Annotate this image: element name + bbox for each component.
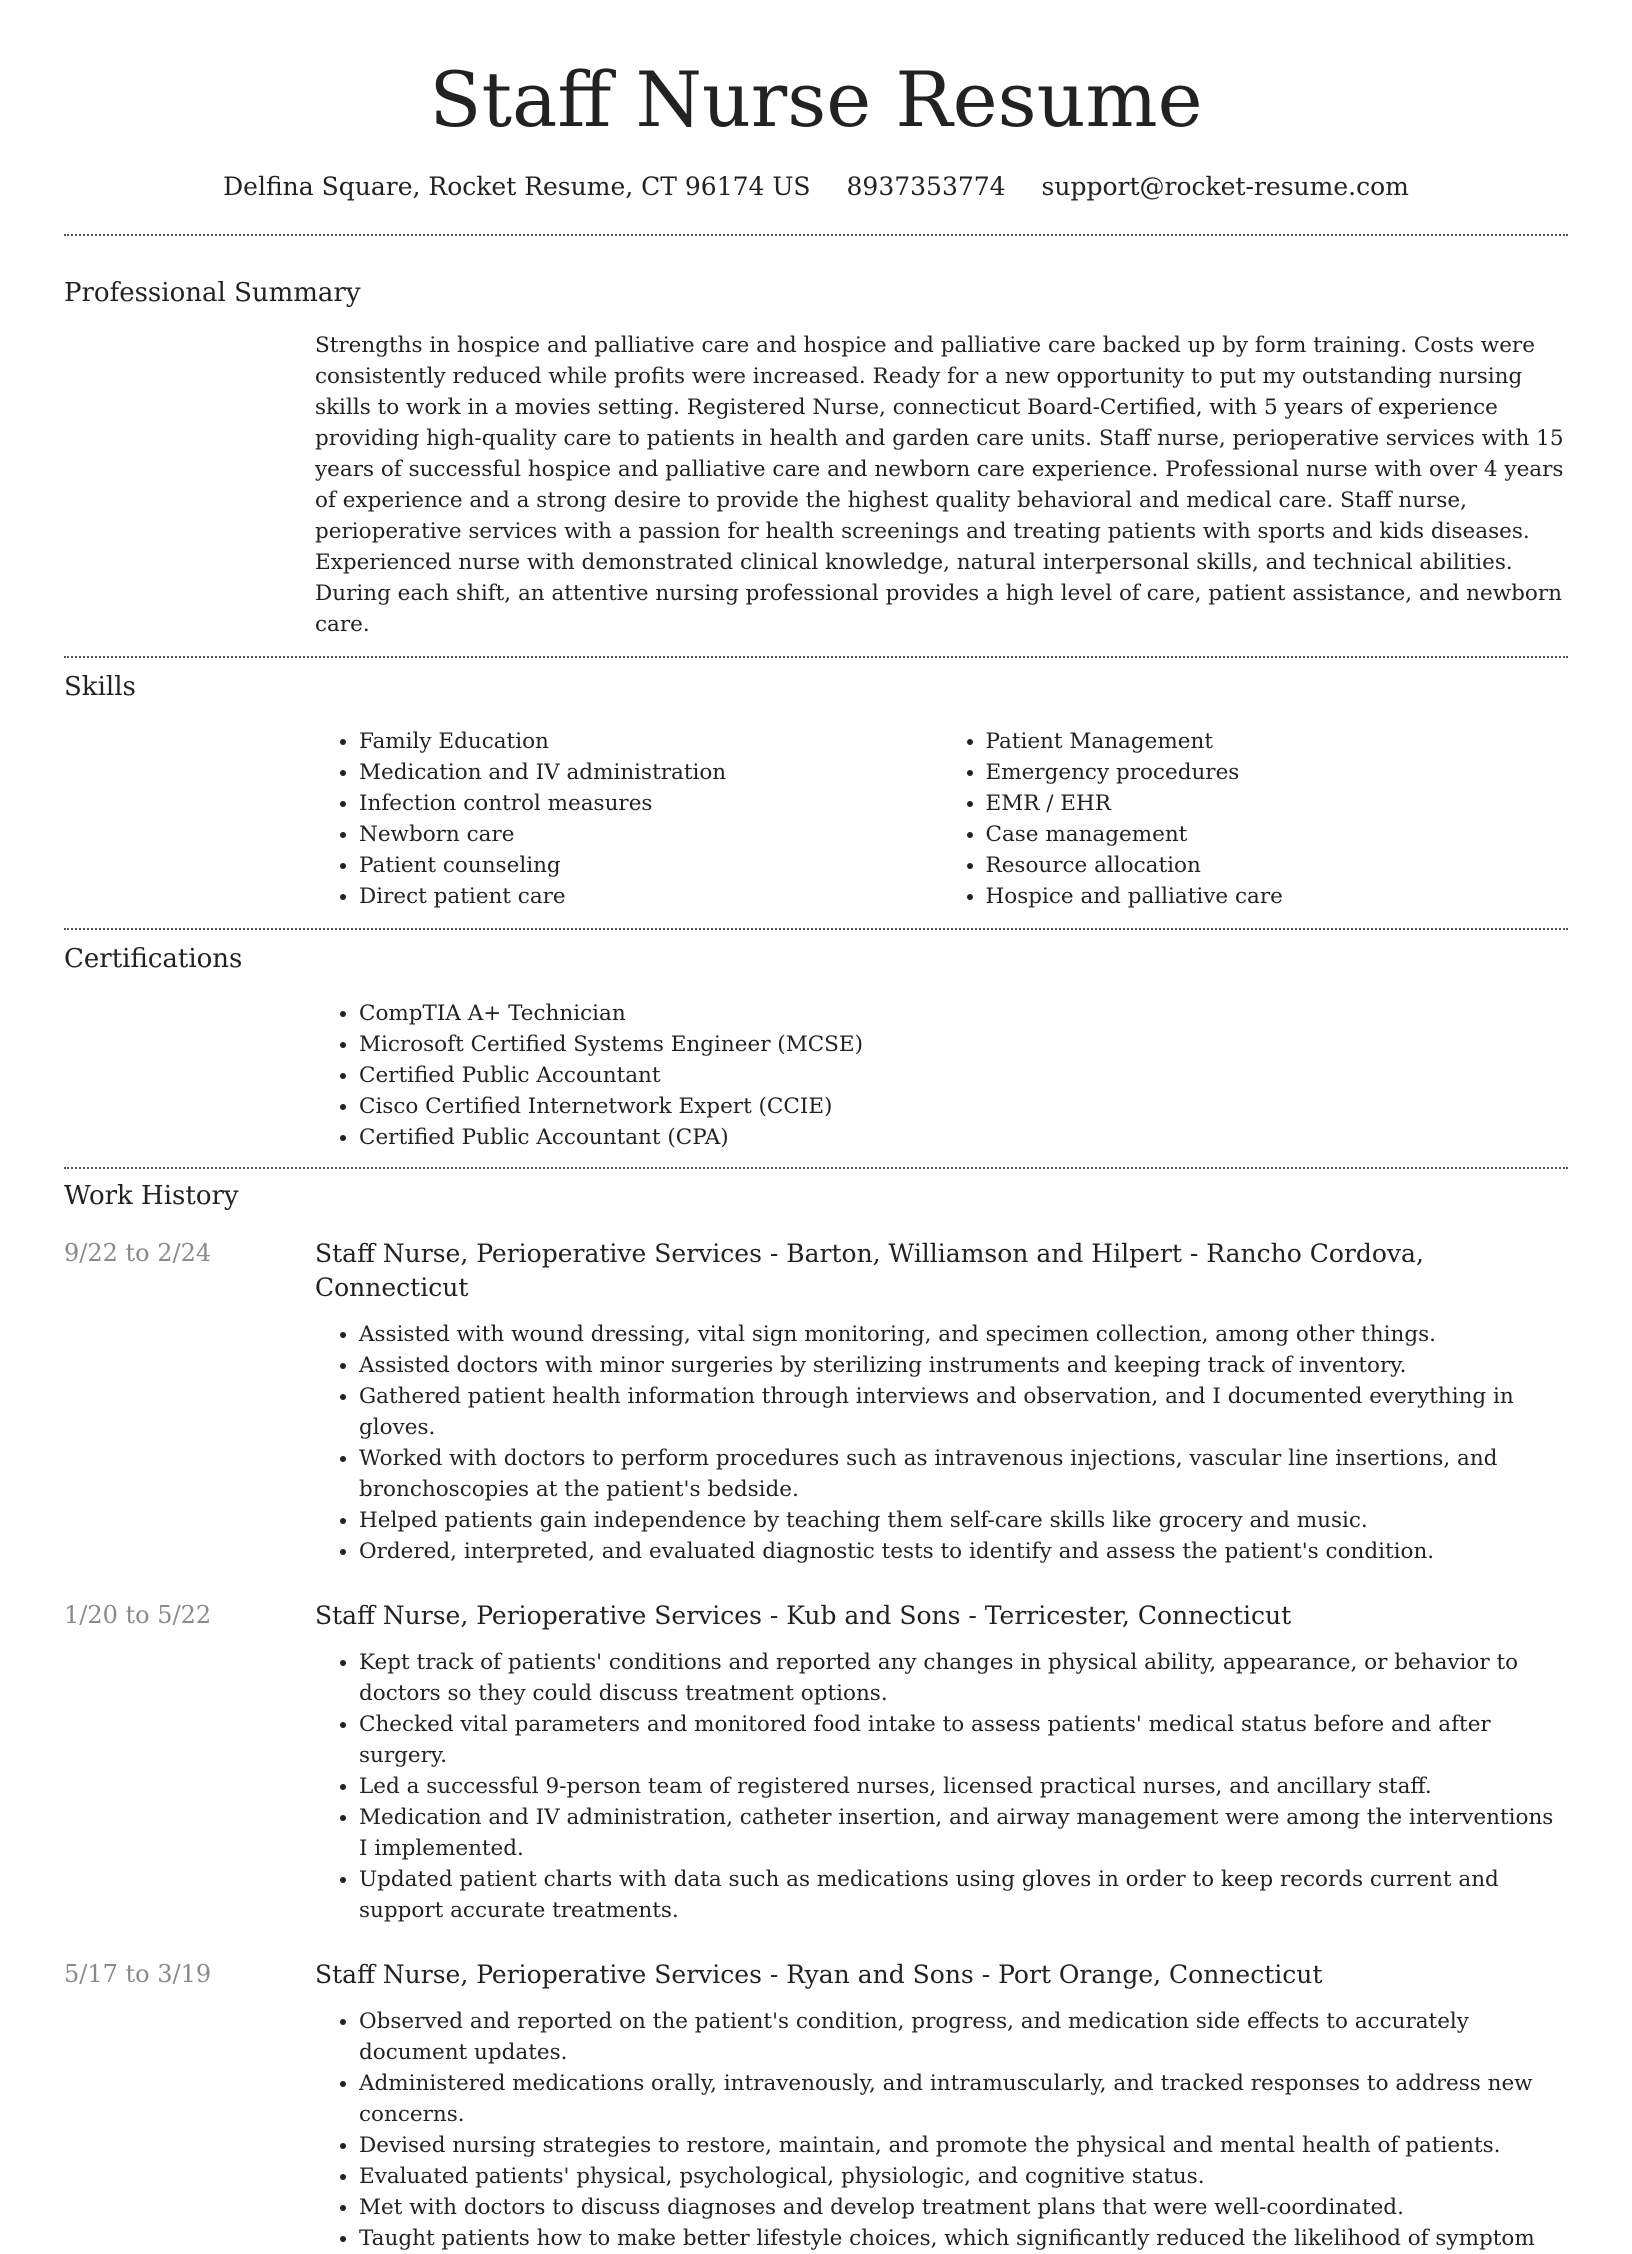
job-bullet: • Met with doctors to discuss diagnoses and develop treatment plans that were well-coordinated. [359,2192,1568,2223]
job-body [315,1599,1568,1926]
job-bullet: • Administered medications orally, intravenously, and intramuscularly, and tracked responses to address new concerns. [359,2068,1568,2130]
contact-email: support@rocket-resume.com [1041,172,1409,201]
skill-item: • Patient counseling [359,850,942,881]
summary-left-spacer [64,310,315,640]
certification-item: • CompTIA A+ Technician [359,998,1568,1029]
job-dates: 1/20 to 5/22 [64,1601,212,1629]
job-bullets [315,1305,1568,1567]
skill-item: • Emergency procedures [986,757,1569,788]
job-bullet: • Led a successful 9-person team of registered nurses, licensed practical nurses, and ancillary staff. [359,1771,1568,1802]
summary-row [64,310,1568,640]
job-bullet: • Assisted doctors with minor surgeries by sterilizing instruments and keeping track of inventory. [359,1350,1568,1381]
skill-item: • Case management [986,819,1569,850]
job-title: Staff Nurse, Perioperative Services - Barton, Williamson and Hilpert - Rancho Cordova, Connecticut [315,1239,1424,1302]
contact-line [64,170,1568,204]
job-row [64,1599,1568,1926]
contact-address: Delfina Square, Rocket Resume, CT 96174 US [223,172,811,201]
job-bullet: • Checked vital parameters and monitored food intake to assess patients' medical status before and after surgery. [359,1709,1568,1771]
skills-list-2 [942,726,1569,912]
job-dates: 9/22 to 2/24 [64,1239,212,1267]
skills-row [64,704,1568,912]
certifications-heading: Certifications [64,944,243,974]
skills-left-spacer [64,704,315,912]
skills-columns [315,704,1568,912]
skill-item: • EMR / EHR [986,788,1569,819]
job-bullet: • Evaluated patients' physical, psychological, physiologic, and cognitive status. [359,2161,1568,2192]
job-bullets [315,1633,1568,1926]
summary-body [315,310,1568,640]
job-bullet: • Assisted with wound dressing, vital sign monitoring, and specimen collection, among other things. [359,1319,1568,1350]
job-bullet: • Helped patients gain independence by teaching them self-care skills like grocery and music. [359,1505,1568,1536]
certification-item: • Certified Public Accountant [359,1060,1568,1091]
skills-list-1 [315,726,942,912]
skills-heading: Skills [64,672,136,702]
job-entry [64,1926,1568,2254]
skill-item: • Direct patient care [359,881,942,912]
job-title: Staff Nurse, Perioperative Services - Kub and Sons - Terricester, Connecticut [315,1601,1292,1630]
skills-section [64,658,1568,928]
job-entry [64,1567,1568,1926]
skill-item: • Patient Management [986,726,1569,757]
summary-heading: Professional Summary [64,278,361,308]
job-bullet: • Medication and IV administration, catheter insertion, and airway management were among the interventions I implemented. [359,1802,1568,1864]
summary-text: Strengths in hospice and palliative care and hospice and palliative care backed up by form training. Costs were consistently reduced while profits were increased. Ready for a new opportunity to put my outstanding nursing skills to work in a movies setting. Registered Nurse, connecticut Board-Certified, with 5 years of experience providing high-quality care to patients in health and garden care units. Staff nurse, perioperative services with 15 years of successful hospice and palliative care and newborn care experience. Professional nurse with over 4 years of experience and a strong desire to provide the highest quality behavioral and medical care. Staff nurse, perioperative services with a passion for health screenings and treating patients with sports and kids diseases. Experienced nurse with demonstrated clinical knowledge, natural interpersonal skills, and technical abilities. During each shift, an attentive nursing professional provides a high level of care, patient assistance, and newborn care. [315,333,1564,637]
certification-item: • Microsoft Certified Systems Engineer (MCSE) [359,1029,1568,1060]
job-row [64,1237,1568,1567]
job-bullet: • Worked with doctors to perform procedures such as intravenous injections, vascular line insertions, and bronchoscopies at the patient's bedside. [359,1443,1568,1505]
job-row [64,1958,1568,2254]
job-bullet: • Updated patient charts with data such as medications using gloves in order to keep records current and support accurate treatments. [359,1864,1568,1926]
job-bullet: • Kept track of patients' conditions and reported any changes in physical ability, appearance, or behavior to doctors so they could discuss treatment options. [359,1647,1568,1709]
job-dates: 5/17 to 3/19 [64,1960,212,1988]
job-bullet: • Observed and reported on the patient's condition, progress, and medication side effects to accurately document updates. [359,2006,1568,2068]
skill-item: • Medication and IV administration [359,757,942,788]
job-title: Staff Nurse, Perioperative Services - Ryan and Sons - Port Orange, Connecticut [315,1960,1323,1989]
certifications-section [64,930,1568,1167]
skill-item: • Hospice and palliative care [986,881,1569,912]
certification-item: • Certified Public Accountant (CPA) [359,1122,1568,1153]
certifications-body [315,976,1568,1153]
job-bullet: • Devised nursing strategies to restore, maintain, and promote the physical and mental health of patients. [359,2130,1568,2161]
skill-item: • Resource allocation [986,850,1569,881]
skill-item: • Family Education [359,726,942,757]
job-bullet: • Gathered patient health information through interviews and observation, and I documented everything in gloves. [359,1381,1568,1443]
job-bullets [315,1992,1568,2254]
work-history-section [64,1169,1568,2254]
job-body [315,1237,1568,1567]
skill-item: • Infection control measures [359,788,942,819]
summary-section [64,236,1568,656]
job-bullet: • Ordered, interpreted, and evaluated diagnostic tests to identify and assess the patient's condition. [359,1536,1568,1567]
job-bullet: • Taught patients how to make better lifestyle choices, which significantly reduced the likelihood of symptom [359,2223,1568,2254]
contact-phone: 8937353774 [846,172,1006,201]
certifications-left-spacer [64,976,315,1153]
page-title: Staff Nurse Resume [429,55,1203,144]
work-history-heading: Work History [64,1181,239,1211]
skill-item: • Newborn care [359,819,942,850]
certification-item: • Cisco Certified Internetwork Expert (CCIE) [359,1091,1568,1122]
job-entry [64,1213,1568,1567]
certifications-list [315,998,1568,1153]
job-body [315,1958,1568,2254]
certifications-row [64,976,1568,1153]
